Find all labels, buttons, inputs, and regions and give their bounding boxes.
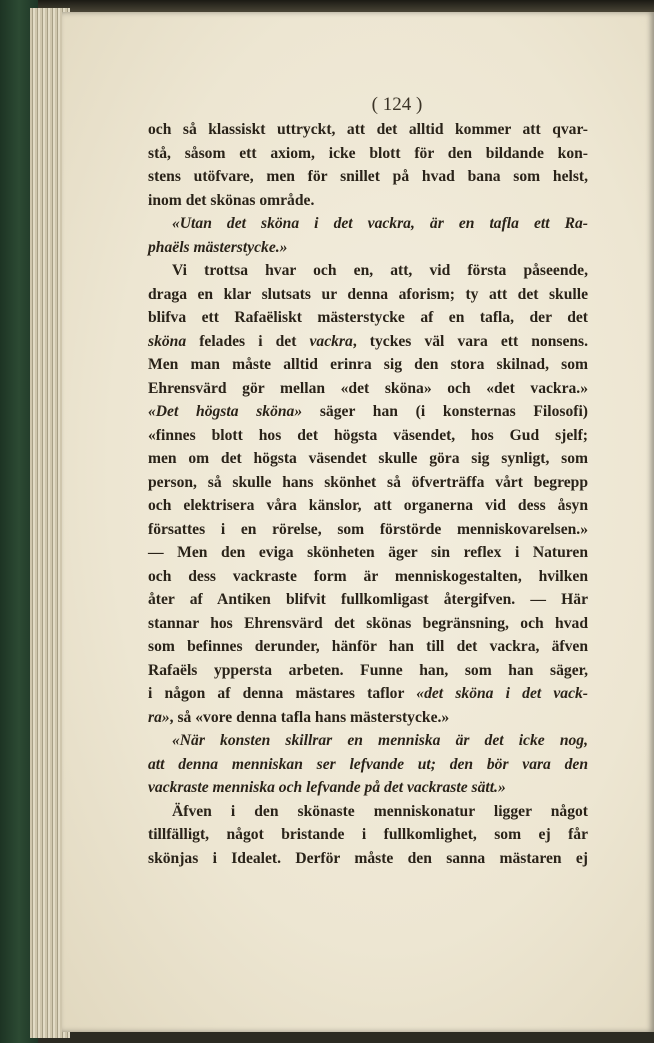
text-segment: men om det högsta väsendet skulle göra sig synligt, som bbox=[148, 450, 588, 467]
text-segment: «finnes blott hos det högsta väsendet, hos Gud sjelf; bbox=[148, 426, 588, 444]
page-body-text bbox=[148, 118, 588, 870]
text-segment: och så klassiskt uttryckt, att det alltid kommer att qvar- bbox=[148, 121, 588, 138]
text-line bbox=[148, 682, 588, 706]
text-segment: och elektrisera våra känslor, att organerna vid dess åsyn bbox=[148, 497, 588, 514]
text-segment: , tyckes väl vara ett nonsens. bbox=[352, 332, 589, 350]
text-line bbox=[148, 283, 588, 307]
text-line bbox=[148, 776, 588, 800]
text-line bbox=[148, 353, 588, 377]
text-segment: och dess vackraste form är menniskogestalten, hvilken bbox=[148, 567, 588, 585]
text-segment: Rafaëls yppersta arbeten. Funne han, som han säger, bbox=[148, 661, 588, 679]
text-line bbox=[148, 612, 588, 636]
text-line bbox=[148, 729, 588, 753]
text-segment: — Men den eviga skönheten äger sin reflex i Naturen bbox=[148, 544, 588, 561]
text-line bbox=[148, 377, 588, 401]
text-segment: blifva ett Rafaëliskt mästerstycke af en tafla, der det bbox=[148, 309, 588, 326]
text-line bbox=[148, 541, 588, 565]
italic-text-segment: «det sköna i det vack- bbox=[416, 685, 589, 702]
text-segment: stens utöfvare, men för snillet på hvad bana som helst, bbox=[148, 168, 588, 185]
text-line bbox=[148, 588, 588, 612]
text-line bbox=[148, 494, 588, 518]
text-segment: , så «vore denna tafla hans mästerstycke.» bbox=[169, 708, 450, 726]
text-line bbox=[148, 800, 588, 824]
text-segment: Men man måste alltid erinra sig den stora skilnad, som bbox=[148, 356, 588, 373]
text-line bbox=[148, 189, 588, 213]
text-line bbox=[148, 706, 588, 730]
text-line bbox=[148, 259, 588, 283]
text-segment: stannar hos Ehrensvärd det skönas begränsning, och hvad bbox=[148, 614, 588, 632]
book-top-edge bbox=[0, 0, 654, 12]
text-segment: inom det skönas område. bbox=[148, 191, 315, 209]
text-segment: åter af Antiken blifvit fullkomligast återgifven. — Här bbox=[148, 591, 588, 608]
text-segment: säger han (i konsternas Filosofi) bbox=[302, 403, 588, 420]
text-line bbox=[148, 424, 588, 448]
italic-text-segment: sköna bbox=[148, 332, 187, 350]
text-line bbox=[148, 471, 588, 495]
text-line bbox=[148, 165, 588, 189]
italic-text-segment: «Utan det sköna i det vackra, är en tafla ett Ra- bbox=[172, 215, 588, 232]
italic-text-segment: vackra bbox=[309, 332, 353, 350]
text-line bbox=[148, 236, 588, 260]
text-segment: Äfven i den skönaste menniskonatur ligger något bbox=[172, 802, 588, 820]
text-line bbox=[148, 518, 588, 542]
text-segment: skönjas i Idealet. Derför måste den sanna mästaren ej bbox=[148, 849, 588, 867]
text-segment: Vi trottsa hvar och en, att, vid första påseende, bbox=[172, 262, 588, 279]
italic-text-segment: att denna menniskan ser lefvande ut; den bör vara den bbox=[148, 755, 588, 773]
text-line bbox=[148, 330, 588, 354]
text-segment: draga en klar slutsats ur denna aforism; ty att det skulle bbox=[148, 285, 588, 303]
italic-text-segment: ra» bbox=[148, 708, 170, 726]
italic-text-segment: «Det högsta sköna» bbox=[148, 403, 303, 420]
text-line bbox=[148, 659, 588, 683]
text-line bbox=[148, 565, 588, 589]
text-line bbox=[148, 635, 588, 659]
text-segment: tillfälligt, något bristande i fullkomlighet, som ej får bbox=[148, 826, 588, 843]
text-line bbox=[148, 142, 588, 166]
italic-text-segment: phaëls mästerstycke.» bbox=[148, 238, 288, 256]
text-line bbox=[148, 400, 588, 424]
text-line bbox=[148, 118, 588, 142]
text-segment: försattes i en rörelse, som förstörde menniskovarelsen.» bbox=[148, 520, 588, 538]
text-segment: som befinnes derunder, hänför han till det vackra, äfven bbox=[148, 638, 588, 655]
text-line bbox=[148, 823, 588, 847]
text-segment: felades i det bbox=[186, 332, 310, 350]
page-number: ( 124 ) bbox=[371, 94, 423, 115]
italic-text-segment: «När konsten skillrar en menniska är det icke nog, bbox=[172, 732, 588, 749]
text-line bbox=[148, 847, 588, 871]
italic-text-segment: vackraste menniska och lefvande på det vackraste sätt.» bbox=[148, 779, 506, 796]
text-segment: Ehrensvärd gör mellan «det sköna» och «det vackra.» bbox=[148, 379, 588, 397]
text-segment: i någon af denna mästares taflor bbox=[148, 685, 417, 702]
text-line bbox=[148, 212, 588, 236]
text-line bbox=[148, 306, 588, 330]
text-segment: person, så skulle hans skönhet så öfverträffa vårt begrepp bbox=[148, 473, 588, 491]
text-segment: stå, såsom ett axiom, icke blott för den bildande kon- bbox=[148, 144, 588, 162]
text-line bbox=[148, 753, 588, 777]
text-line bbox=[148, 447, 588, 471]
